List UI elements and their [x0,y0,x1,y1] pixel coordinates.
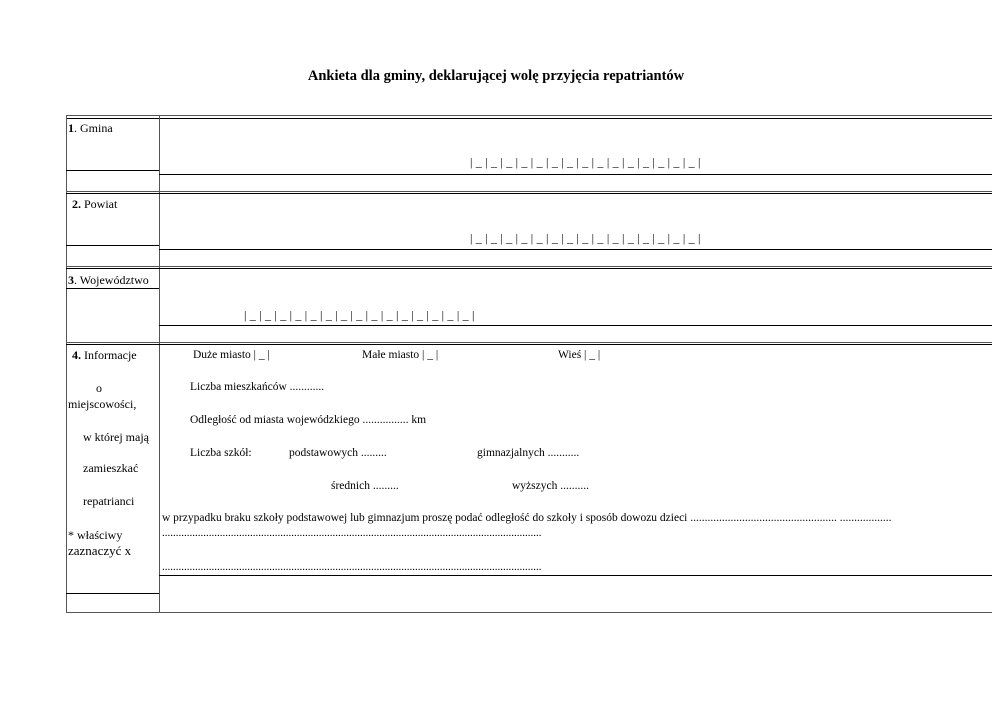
informacje-label-line: o [96,381,102,395]
informacje-label-line: miejscowości, [68,397,137,411]
wojewodztwo-input-boxes[interactable]: | _ | _ | _ | _ | _ | _ | _ | _ | _ | _ | _ | _ | _ | _ | _ | [244,308,475,322]
odleglosc-field[interactable]: Odległość od miasta wojewódzkiego ................ km [190,414,427,426]
row2-value-underline [159,249,992,250]
row1-bottom [66,191,992,192]
row4-label-underline [66,593,159,594]
powiat-input-boxes[interactable]: | _ | _ | _ | _ | _ | _ | _ | _ | _ | _ | _ | _ | _ | _ | _ | [470,231,701,245]
liczba-mieszkancow-field[interactable]: Liczba mieszkańców ............ [190,381,325,393]
row1-label-underline [66,170,159,171]
table-top-border [66,115,992,116]
powiat-label: 2. Powiat [72,197,118,211]
row3-bottom [66,342,992,343]
informacje-label-line: repatrianci [83,494,135,508]
row1-bottom-inner [66,193,992,194]
row4-value-underline [159,575,992,576]
row1-value-underline [159,174,992,175]
male-miasto-checkbox[interactable]: Małe miasto | _ | [362,349,439,361]
table-column-divider [159,115,160,613]
gmina-input-boxes[interactable]: | _ | _ | _ | _ | _ | _ | _ | _ | _ | _ | _ | _ | _ | _ | _ | [470,155,701,169]
informacje-note: * właściwy [68,528,123,542]
brak-szkoly-field[interactable]: w przypadku braku szkoły podstawowej lub gimnazjum proszę podać odległość do szkoły i sposób dowozu dzieci ................................................... .................. [162,512,892,524]
dotted-answer-line[interactable]: .......................................................................................................................................... [162,527,542,539]
table-bottom-border [66,612,992,613]
dotted-answer-line[interactable]: .......................................................................................................................................... [162,561,542,573]
row3-value-underline [159,325,992,326]
duze-miasto-checkbox[interactable]: Duże miasto | _ | [193,349,270,361]
row2-bottom-inner [66,268,992,269]
row2-bottom [66,266,992,267]
wojewodztwo-label: 3. Województwo [68,273,149,287]
gimnazja-field[interactable]: gimnazjalnych ........... [477,447,580,459]
informacje-label-line: zamieszkać [83,461,139,475]
gmina-label: 1. Gmina [68,121,113,135]
szkoly-podstawowe-field[interactable]: podstawowych ......... [289,447,387,459]
informacje-note: zaznaczyć x [68,543,132,558]
table-left-border [66,115,67,613]
table-top-border-inner [66,118,992,119]
szkoly-wyzsze-field[interactable]: wyższych .......... [512,480,589,492]
form-title: Ankieta dla gminy, deklarującej wolę przyjęcia repatriantów [307,68,685,84]
liczba-szkol-label: Liczba szkół: [190,447,252,459]
informacje-label: 4. Informacje [72,348,137,362]
row3-label-underline [66,288,159,289]
wies-checkbox[interactable]: Wieś | _ | [558,349,601,361]
informacje-label-line: w której mają [83,430,149,444]
szkoly-srednie-field[interactable]: średnich ......... [331,480,399,492]
row3-bottom-inner [66,344,992,345]
row2-label-underline [66,245,159,246]
